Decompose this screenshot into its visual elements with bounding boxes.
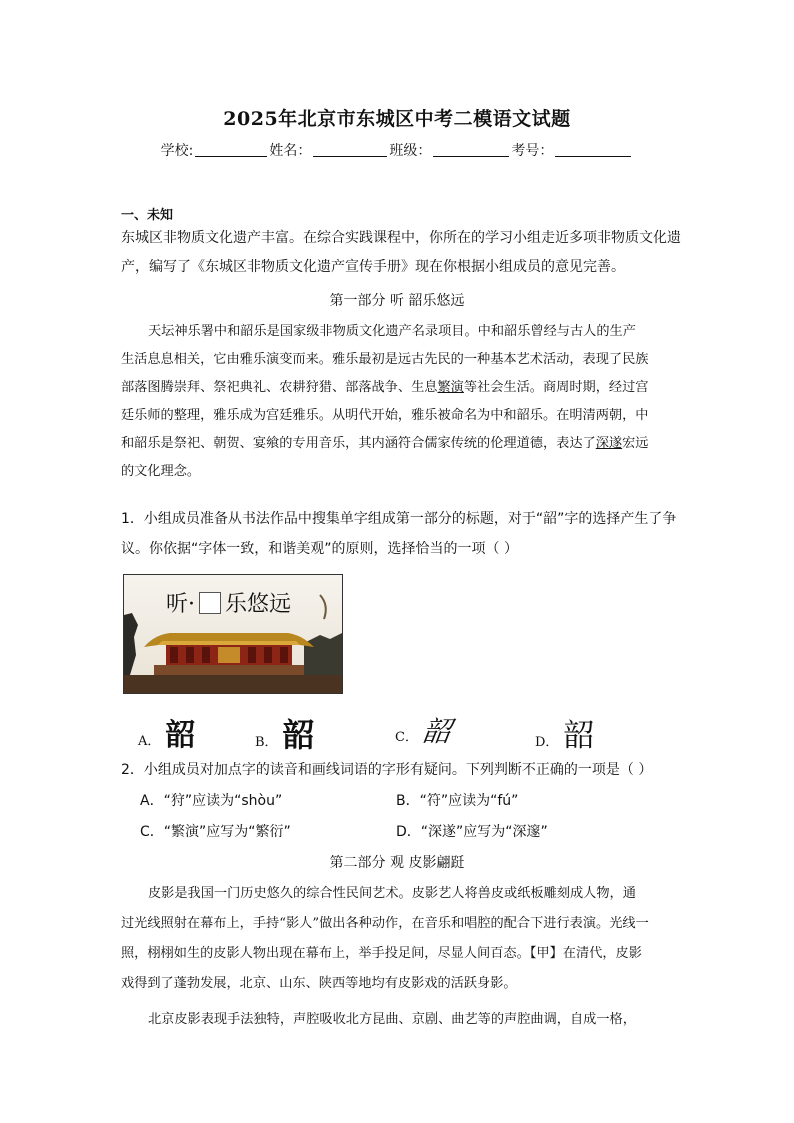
option-b-letter: B． xyxy=(255,735,278,750)
part2-line-5: 北京皮影表现手法独特，声腔吸收北方昆曲、京剧、曲艺等的声腔曲调，自成一格， xyxy=(148,1012,636,1027)
option-c-letter: C． xyxy=(395,730,418,745)
q2-option-a[interactable]: A．“狩”应读为“shòu” xyxy=(140,793,283,809)
q2-option-d[interactable]: D．“深遂”应写为“深邃” xyxy=(396,824,548,840)
part2-line-1: 皮影是我国一门历史悠久的综合性民间艺术。皮影艺人将兽皮或纸板雕刻成人物，通 xyxy=(148,886,636,901)
underlined-word-shensui: 深遂 xyxy=(595,436,623,451)
option-d-letter: D． xyxy=(535,735,559,750)
option-c-glyph: 韶 xyxy=(420,715,454,748)
underlined-word-fanyan: 繁演 xyxy=(437,380,464,395)
part1-line-1: 天坛神乐署中和韶乐是国家级非物质文化遗产名录项目。中和韶乐曾经与古人的生产 xyxy=(148,324,636,339)
option-d-glyph: 韶 xyxy=(563,718,595,754)
q1-line-2: 议。你依据“字体一致，和谐美观”的原则，选择恰当的一项（ ） xyxy=(121,541,518,557)
option-b-glyph: 韶 xyxy=(282,716,315,754)
intro-line-1: 东城区非物质文化遗产丰富。在综合实践课程中，你所在的学习小组走近多项非物质文化遗 xyxy=(121,230,681,246)
option-a-letter: A． xyxy=(138,734,161,749)
part1-line-2: 生活息息相关，它由雅乐演变而来。雅乐最初是远古先民的一种基本艺术活动，表现了民族 xyxy=(121,352,649,367)
class-label: 班级： xyxy=(389,143,432,159)
name-label: 姓名： xyxy=(269,143,312,159)
exam-title: 2025年北京市东城区中考二模语文试题 xyxy=(223,108,571,130)
part1-line-6: 的文化理念。 xyxy=(121,464,201,479)
class-blank[interactable] xyxy=(433,142,509,157)
calligraphy-title-image xyxy=(123,574,343,694)
missing-character-box xyxy=(199,592,221,614)
part2-line-4: 戏得到了蓬勃发展，北京、山东、陕西等地均有皮影戏的活跃身影。 xyxy=(121,976,517,991)
part2-line-2: 过光线照射在幕布上，手持“影人”做出各种动作，在音乐和唱腔的配合下进行表演。光线一 xyxy=(121,916,649,931)
q1-option-c[interactable] xyxy=(395,710,454,750)
exam-no-blank[interactable] xyxy=(555,142,631,157)
section-heading: 一、未知 xyxy=(121,208,174,223)
q1-option-a[interactable] xyxy=(138,710,195,754)
intro-line-2: 产，编写了《东城区非物质文化遗产宣传手册》现在你根据小组成员的意见完善。 xyxy=(121,259,625,275)
q1-option-b[interactable] xyxy=(255,710,315,756)
part1-line-3c: 等社会生活。商周时期，经过宫 xyxy=(463,380,649,395)
option-a-glyph: 韶 xyxy=(165,718,196,753)
q2-option-c[interactable]: C．“繁演”应写为“繁衍” xyxy=(140,824,291,840)
part2-heading: 第二部分 观 皮影翩跹 xyxy=(329,855,465,871)
name-blank[interactable] xyxy=(313,142,387,157)
image-title-suffix: 乐悠远 xyxy=(225,592,292,617)
q2-stem: 2．小组成员对加点字的读音和画线词语的字形有疑问。下列判断不正确的一项是（ ） xyxy=(121,762,653,778)
part1-line-5 xyxy=(121,430,681,458)
part1-line-5a: 和韶乐是祭祀、朝贺、宴飨的专用音乐，其内涵符合儒家传统的伦理道德，表达了 xyxy=(121,436,596,451)
school-label: 学校: xyxy=(160,143,194,159)
q1-option-d[interactable] xyxy=(535,710,595,755)
q1-line-1: 1．小组成员准备从书法作品中搜集单字组成第一部分的标题，对于“韶”字的选择产生了争 xyxy=(121,511,677,527)
image-title-prefix: 听· xyxy=(166,592,195,617)
part2-line-3: 照，栩栩如生的皮影人物出现在幕布上，举手投足间，尽显人间百态。【甲】在清代，皮影 xyxy=(121,946,642,961)
school-blank[interactable] xyxy=(195,142,267,157)
q2-option-b[interactable]: B．“符”应读为“fú” xyxy=(396,793,519,809)
part1-line-4: 廷乐师的整理，雅乐成为宫廷雅乐。从明代开始，雅乐被命名为中和韶乐。在明清两朝，中 xyxy=(121,408,649,423)
part1-line-3a: 部落图腾崇拜、祭祀典礼、农耕狩猎、部落战争、生息 xyxy=(121,380,438,395)
part1-line-3 xyxy=(121,374,681,402)
part1-heading: 第一部分 听 韶乐悠远 xyxy=(329,293,465,309)
part1-line-5c: 宏远 xyxy=(622,436,649,451)
exam-no-label: 考号： xyxy=(511,143,554,159)
student-info-fields xyxy=(0,140,794,160)
image-title-text xyxy=(166,587,291,618)
